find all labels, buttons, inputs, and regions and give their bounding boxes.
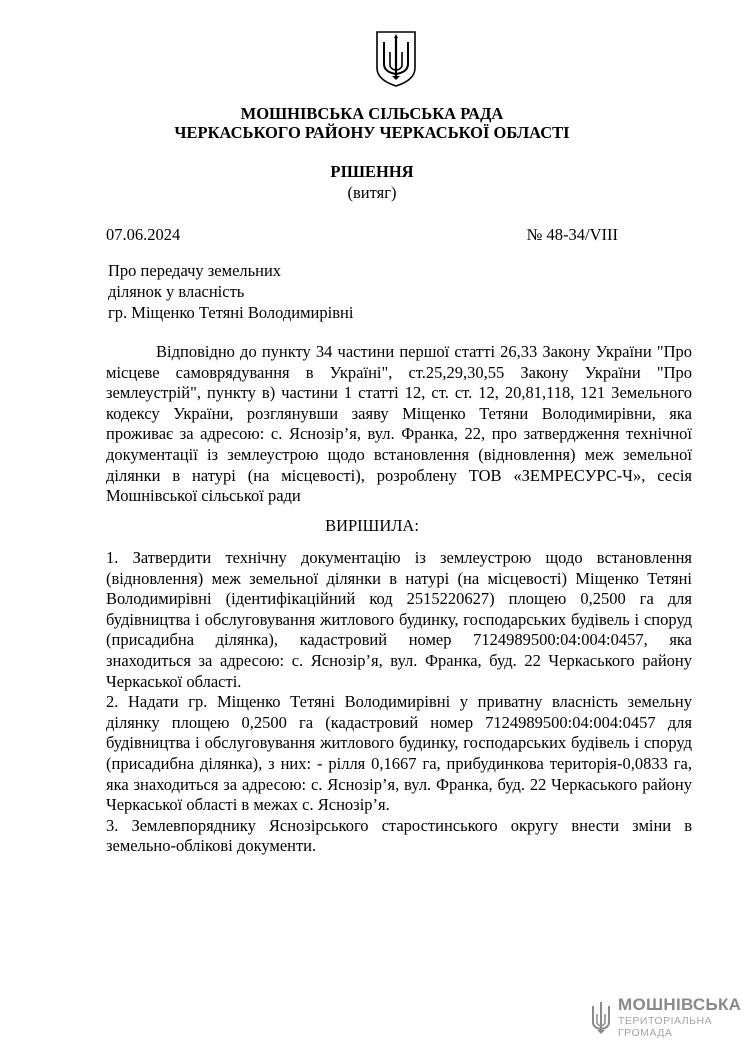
subject-line: гр. Міщенко Тетяні Володимирівні: [108, 303, 354, 322]
resolution-item: 3. Землевпоряднику Яснозірського старостинського округу внести зміни в земельно-облікові документи.: [106, 815, 692, 856]
watermark-name: МОШНІВСЬКА: [618, 995, 742, 1014]
subject-line: ділянок у власність: [108, 282, 245, 301]
preamble-paragraph: Відповідно до пункту 34 частини першої статті 26,33 Закону України "Про місцеве самоврядування в Україні", ст.25,29,30,55 Закону України "Про землеустрій", пункту в) частини 1 статті 12, ст. ст. 12, 20,81,118, 121 Земельного кодексу України, розглянувши заяву Міщенко Тетяни Володимирівни, яка проживає за адресою: с. Яснозір’я, вул. Франка, 22, про затвердження технічної документації із землеустрою щодо встановлення (відновлення) меж земельної ділянки в натурі (на місцевості), розроблену ТОВ «ЗЕМРЕСУРС-Ч», сесія Мошнівської сільської ради: [106, 342, 692, 506]
document-number: № 48-34/VIII: [526, 225, 618, 244]
community-watermark-logo: [590, 995, 742, 1044]
watermark-subtitle: ТЕРИТОРІАЛЬНА: [618, 1015, 713, 1027]
resolution-item: 2. Надати гр. Міщенко Тетяні Володимирівні у приватну власність земельну ділянку площею 0,2500 га (кадастровий номер 7124989500:04:004:0457 для будівництва і обслуговування житлового будинку, господарських будівель і споруд (присадибна ділянка), з них: - рілля 0,1667 га, прибудинкова територія-0,0833 га, яка знаходиться за адресою: с. Яснозір’я, вул. Франка, буд. 22 Черкаського району Черкаської області в межах с. Яснозір’я.: [106, 692, 692, 815]
document-subject: [108, 260, 353, 323]
resolved-heading: ВИРІШИЛА:: [325, 516, 419, 535]
org-name-line2: ЧЕРКАСЬКОГО РАЙОНУ ЧЕРКАСЬКОЇ ОБЛАСТІ: [174, 123, 570, 142]
document-subtitle: (витяг): [347, 183, 397, 202]
resolution-items: [106, 548, 692, 857]
document-title: РІШЕННЯ: [330, 162, 414, 181]
document-date: 07.06.2024: [106, 225, 181, 244]
subject-line: Про передачу земельних: [108, 261, 282, 280]
watermark-subtitle: ГРОМАДА: [618, 1027, 673, 1039]
trident-logo-icon: [590, 1000, 612, 1036]
resolution-item: 1. Затвердити технічну документацію із землеустрою щодо встановлення (відновлення) меж земельної ділянки в натурі (на місцевості) Міщенко Тетяні Володимирівні (ідентифікаційний код 2515220627) площею 0,2500 га для будівництва і обслуговування житлового будинку, господарських будівель і споруд (присадибна ділянка), кадастровий номер 7124989500:04:004:0457, яка знаходиться за адресою: с. Яснозір’я, вул. Франка, буд. 22 Черкаського району Черкаської області.: [106, 548, 692, 691]
trident-icon: [374, 30, 418, 88]
org-name-line1: МОШНІВСЬКА СІЛЬСЬКА РАДА: [240, 104, 504, 123]
